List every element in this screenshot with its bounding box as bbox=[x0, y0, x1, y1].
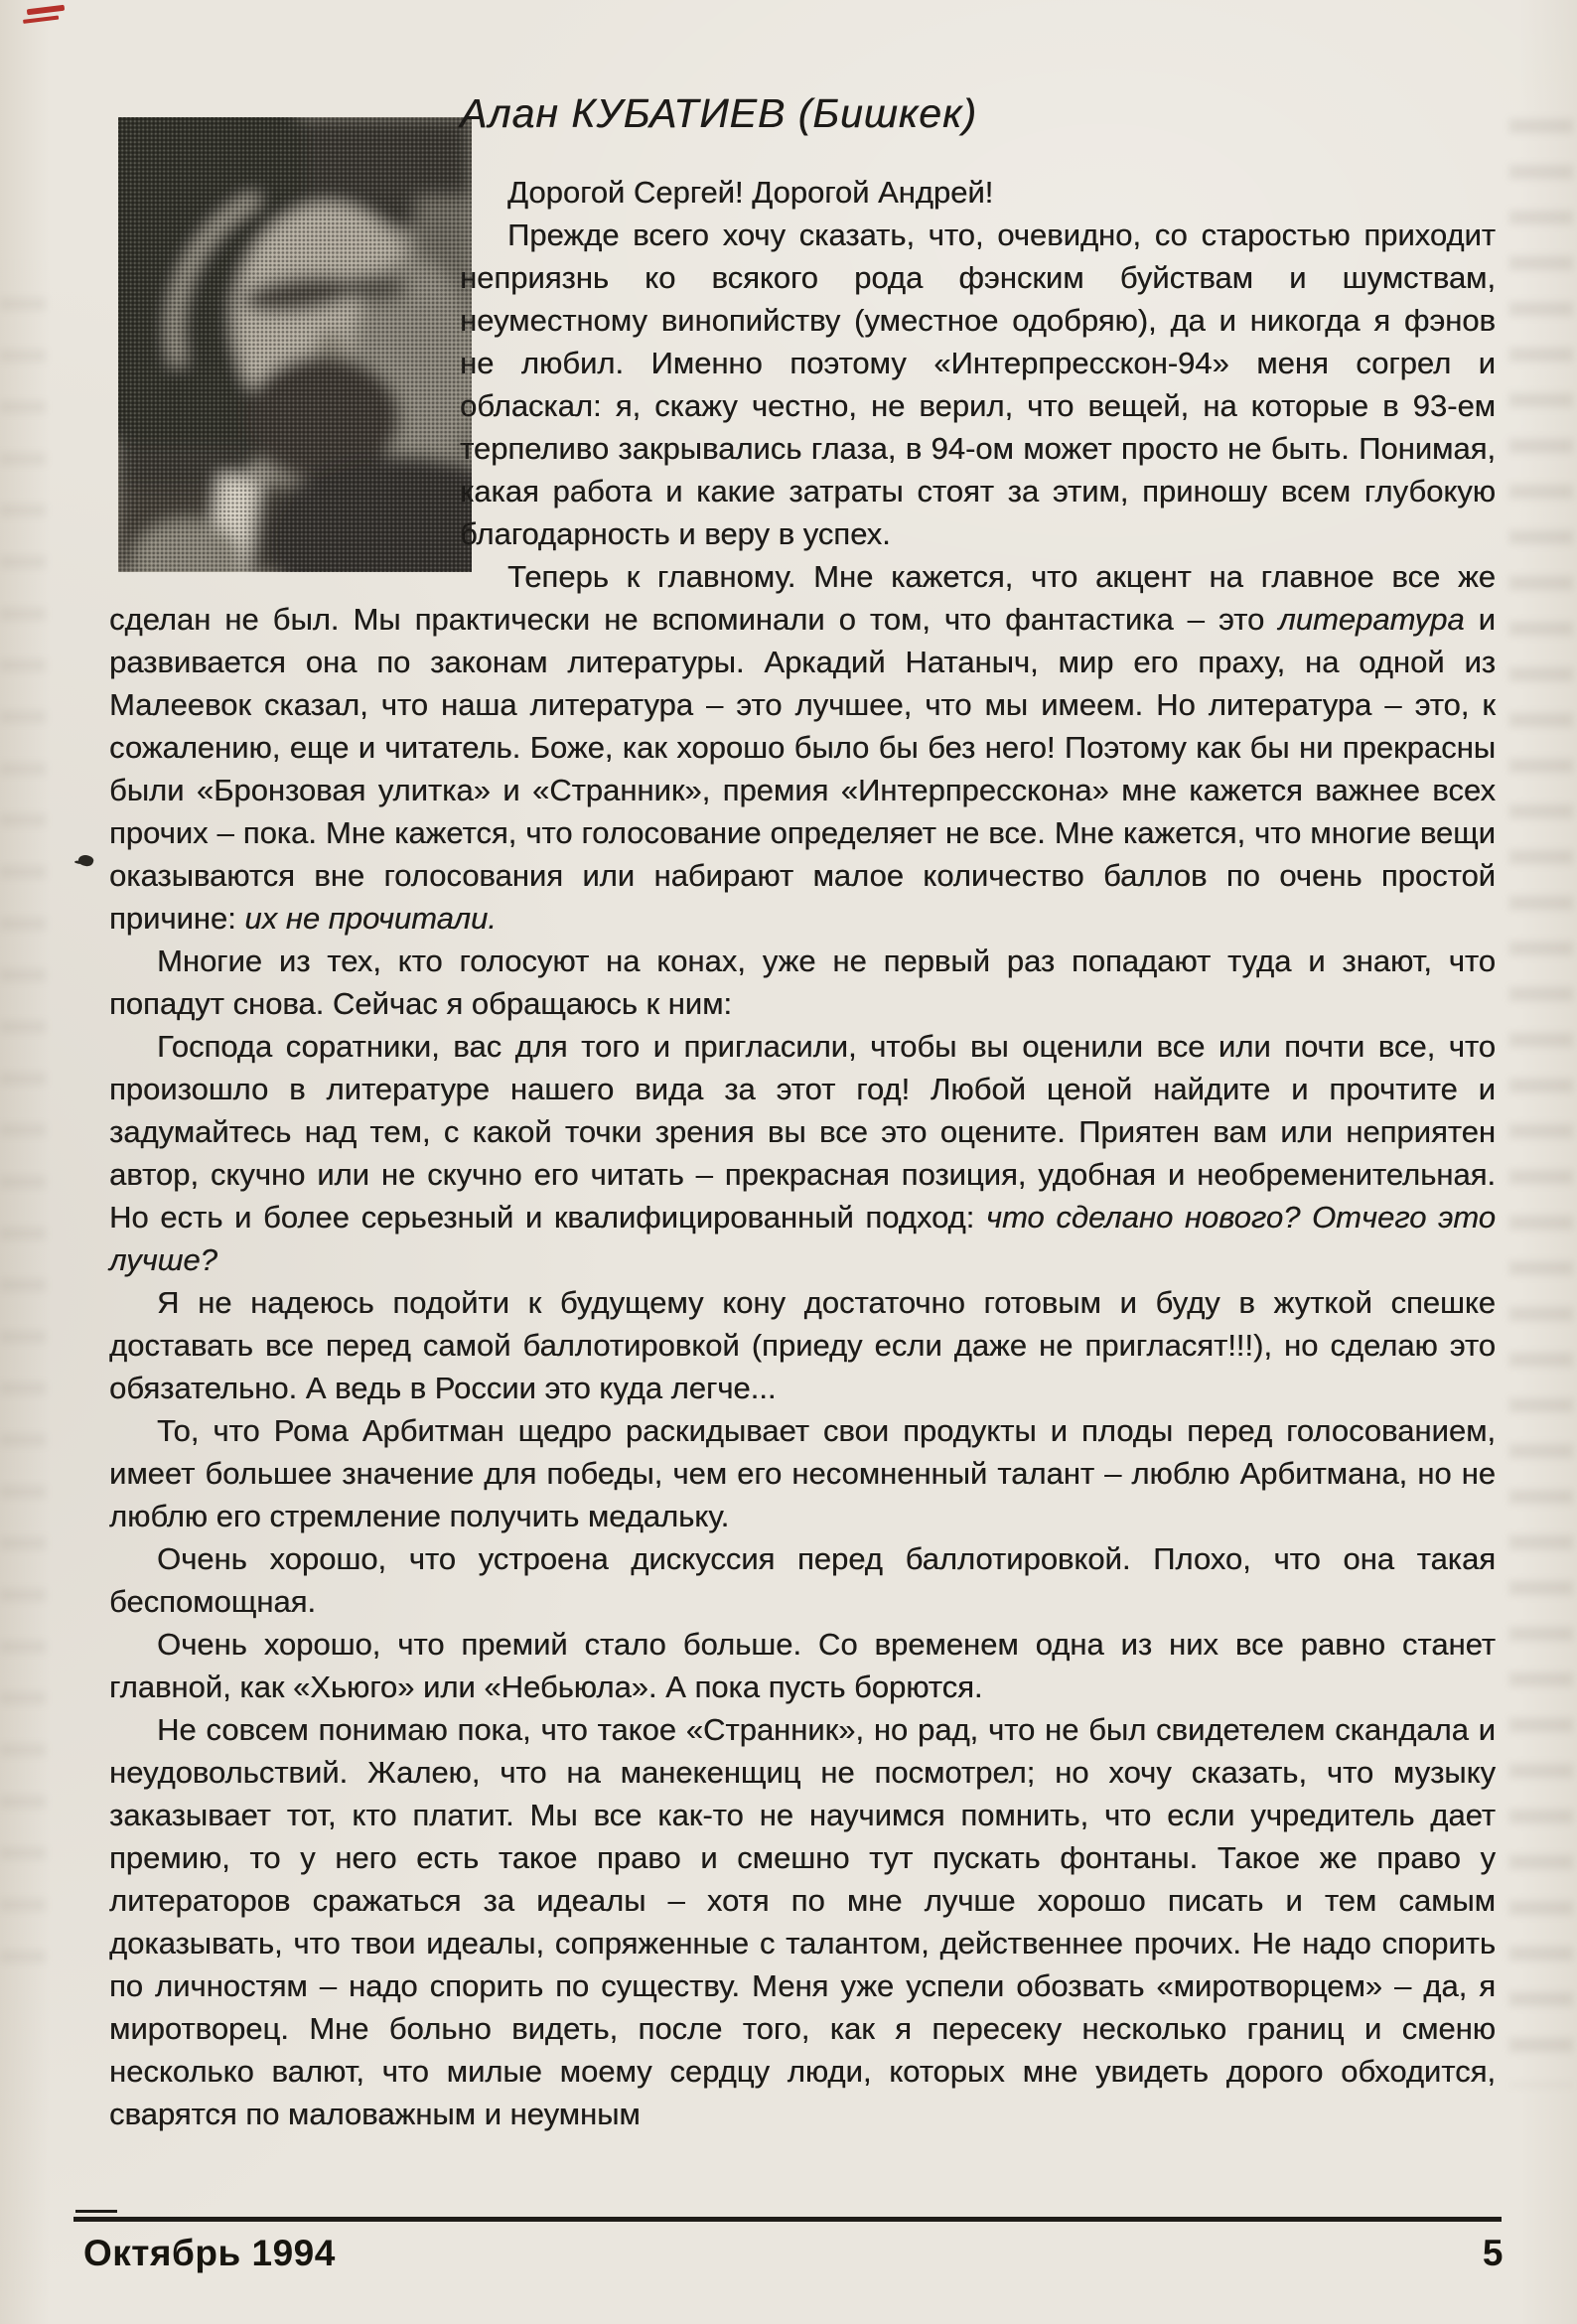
paragraph bbox=[109, 1281, 1496, 1409]
author-heading: Алан КУБАТИЕВ (Бишкек) bbox=[460, 90, 977, 136]
emphasis-run: их не прочитали. bbox=[244, 901, 497, 936]
page-footer bbox=[83, 2233, 1504, 2274]
text-run: Многие из тех, кто голосуют на конах, уже не первый раз попадают туда и знают, что попадут снова. Сейчас я обращаюсь к ним: bbox=[109, 944, 1496, 1021]
text-run: Не совсем понимаю пока, что такое «Странник», но рад, что не был свидетелем скандала и неудовольствий. Жалею, что на манекенщиц не посмотрел; но хочу сказать, что музыку заказывает тот, кто платит. Мы все как-то не научимся помнить, что если учредитель дает премию, то у него есть такое право и смешно тут пускать фонтаны. Такое же право у литераторов сражаться за идеалы – хотя по мне лучше хорошо писать и тем самым доказывать, что твои идеалы, сопряженные с талантом, действеннее прочих. Не надо спорить по личностям – надо спорить по существу. Меня уже успели обозвать «миротворцем» – да, я миротворец. Мне больно видеть, после того, как я пересеку несколько границ и сменю несколько валют, что милые моему сердцу люди, которых мне увидеть дорого обходится, сварятся по маловажным и неумным bbox=[109, 1712, 1496, 2131]
paragraph bbox=[109, 555, 1496, 940]
paragraph bbox=[109, 1409, 1496, 1537]
paragraph bbox=[109, 1708, 1496, 2135]
paragraph bbox=[109, 1025, 1496, 1281]
text-run: Дорогой Сергей! Дорогой Андрей! bbox=[507, 175, 994, 210]
page-number: 5 bbox=[1482, 2233, 1504, 2273]
bleed-through-left bbox=[0, 298, 46, 1986]
letter-article bbox=[109, 87, 1496, 2135]
paragraph bbox=[109, 940, 1496, 1025]
text-run: То, что Рома Арбитман щедро раскидывает свои продукты и плоды перед голосованием, имеет большее значение для победы, чем его несомненный талант – люблю Арбитмана, но не люблю его стремление получить медальку. bbox=[109, 1413, 1496, 1533]
photo-flow-spacer bbox=[109, 87, 460, 596]
paragraph bbox=[109, 1623, 1496, 1708]
text-run: и развивается она по законам литературы. Аркадий Натаныч, мир его праху, на одной из Малеевок сказал, что наша литература – это лучшее, что мы имеем. Но литература – это, к сожалению, еще и читатель. Боже, как хорошо было бы без него! Поэтому как бы ни прекрасны были «Бронзовая улитка» и «Странник», премия «Интерпресскона» мне кажется важнее всех прочих – пока. Мне кажется, что голосование определяет не все. Мне кажется, что многие вещи оказываются вне голосования или набирают малое количество баллов по очень простой причине: bbox=[109, 602, 1496, 936]
footer-rule bbox=[73, 2217, 1502, 2222]
paragraph bbox=[109, 1537, 1496, 1623]
text-run: Прежде всего хочу сказать, что, очевидно, со старостью приходит неприязнь ко всякого рода фэнским буйствам и шумствам, неуместному винопийству (уместное одобряю), да и никогда я фэнов не любил. Именно поэтому «Интерпресскон-94» меня согрел и обласкал: я, скажу честно, не верил, что вещей, на которые в 93-ем терпеливо закрывались глаза, в 94-ом может просто не быть. Понимая, какая работа и какие затраты стоят за этим, приношу всем глубокую благодарность и веру в успех. bbox=[460, 218, 1496, 551]
bleed-through-right bbox=[1509, 119, 1573, 2086]
text-run: Очень хорошо, что устроена дискуссия перед баллотировкой. Плохо, что она такая беспомощная. bbox=[109, 1541, 1496, 1619]
emphasis-run: литература bbox=[1278, 602, 1465, 637]
red-scan-artifact bbox=[27, 5, 65, 16]
text-run: Теперь к главному. Мне кажется, что акцент на главное все же сделан не был. Мы практически не вспоминали о том, что фантастика – это bbox=[109, 559, 1496, 637]
text-run: Очень хорошо, что премий стало больше. Со временем одна из них все равно станет главной, как «Хьюго» или «Небьюла». А пока пусть борются. bbox=[109, 1627, 1496, 1704]
issue-date: Октябрь 1994 bbox=[83, 2233, 336, 2273]
emphasis-run: что сделано нового? Отчего это лучше? bbox=[109, 1200, 1497, 1277]
text-run: Господа соратники, вас для того и пригласили, чтобы вы оценили все или почти все, что произошло в литературе нашего вида за этот год! Любой ценой найдите и прочтите и задумайтесь над тем, с какой точки зрения вы все это оцените. Приятен вам или неприятен автор, скучно или не скучно его читать – прекрасная позиция, удобная и необременительная. Но есть и более серьезный и квалифицированный подход: bbox=[109, 1029, 1496, 1235]
text-run: Я не надеюсь подойти к будущему кону достаточно готовым и буду в жуткой спешке доставать все перед самой баллотировкой (приеду если даже не пригласят!!!), но сделаю это обязательно. А ведь в России это куда легче... bbox=[109, 1285, 1496, 1405]
ink-blot bbox=[77, 853, 95, 868]
